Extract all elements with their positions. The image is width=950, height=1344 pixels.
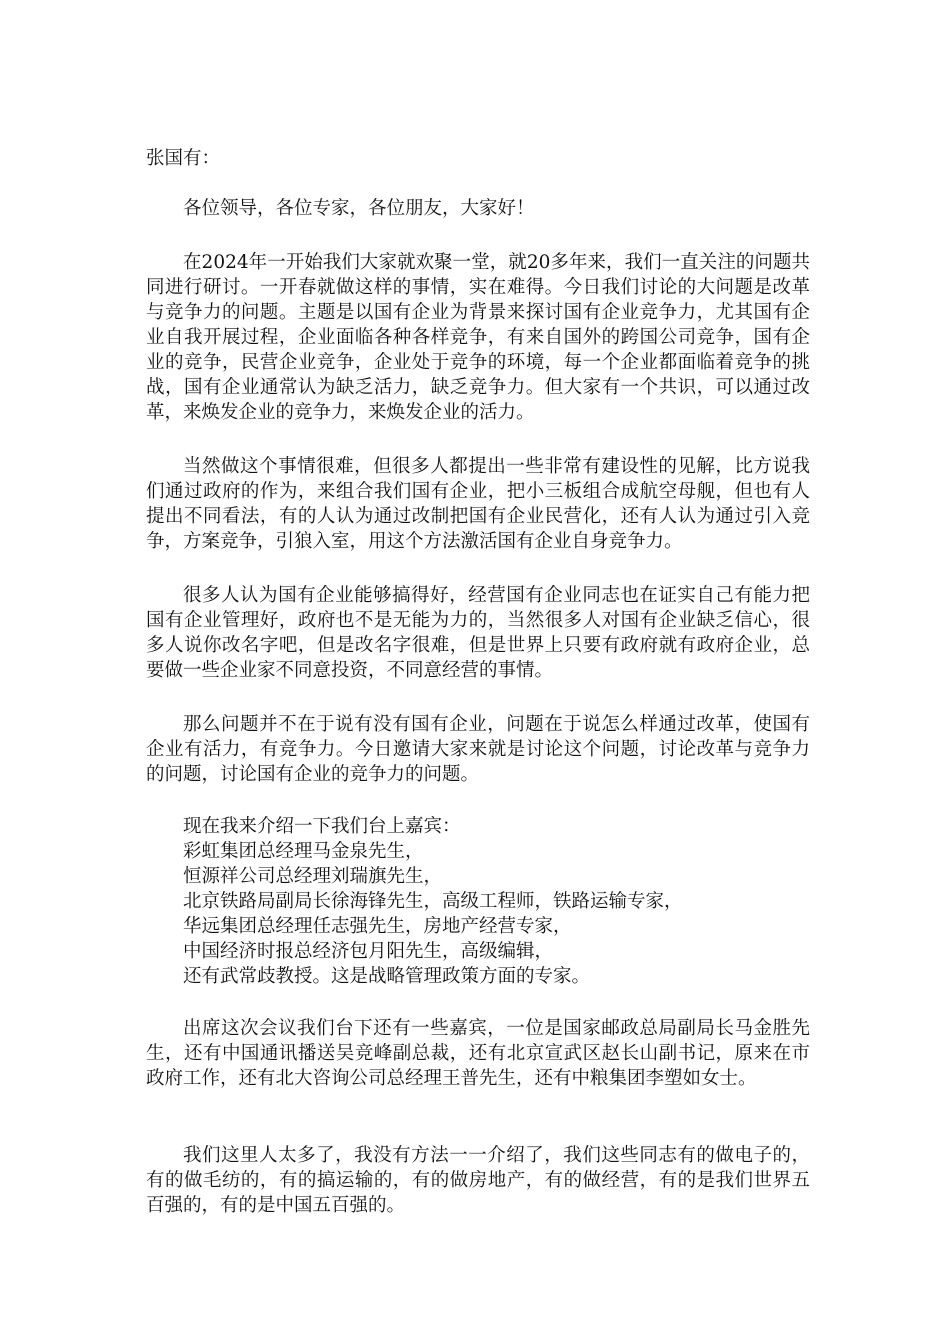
body-paragraph-confidence: 很多人认为国有企业能够搞得好，经营国有企业同志也在证实自己有能力把国有企业管理好，政府也不是无能为力的，当然很多人对国有企业缺乏信心，很多人说你改名字吧，但是改名字很难，但是世界上只要有政府就有政府企业，总要做一些企业家不同意投资，不同意经营的事情。 [146,585,810,681]
body-paragraph-intro: 在2024年一开始我们大家就欢聚一堂，就20多年来，我们一直关注的问题共同进行研讨。一开春就做这样的事情，实在难得。今日我们讨论的大问题是改革与竞争力的问题。主题是以国有企业为背景来探讨国有企业竞争力，尤其国有企业自我开展过程，企业面临各种各样竞争，有来自国外的跨国公司竞争，国有企业的竞争，民营企业竞争，企业处于竞争的环境，每一个企业都面临着竞争的挑战，国有企业通常认为缺乏活力，缺乏竞争力。但大家有一个共识，可以通过改革，来焕发企业的竞争力，来焕发企业的活力。 [146,252,810,423]
guest-list-item: 还有武常歧教授。这是战略管理政策方面的专家。 [183,966,591,987]
body-paragraph-question: 那么问题并不在于说有没有国有企业，问题在于说怎么样通过改革，使国有企业有活力，有竞争力。今日邀请大家来就是讨论这个问题，讨论改革与竞争力的问题，讨论国有企业的竞争力的问题。 [146,714,810,785]
guest-list-item: 北京铁路局副局长徐海锋先生，高级工程师，铁路运输专家， [183,891,683,912]
guest-list [146,814,810,989]
body-paragraph-views: 当然做这个事情很难，但很多人都提出一些非常有建设性的见解，比方说我们通过政府的作为，来组合我们国有企业，把小三板组合成航空母舰，但也有人提出不同看法，有的人认为通过改制把国有企业民营化，还有人认为通过引入竞争，方案竞争，引狼入室，用这个方法激活国有企业自身竞争力。 [146,456,810,552]
speaker-label: 张国有： [146,148,221,169]
guest-list-item: 彩虹集团总经理马金泉先生， [183,841,424,862]
guest-list-item: 华远集团总经理任志强先生，房地产经营专家， [183,916,572,937]
audience-guests-paragraph: 出席这次会议我们台下还有一些嘉宾，一位是国家邮政总局副局长马金胜先生，还有中国通讯播送吴竞峰副总裁，还有北京宣武区赵长山副书记，原来在市政府工作，还有北大咨询公司总经理王普先生，还有中粮集团李塑如女士。 [146,1018,810,1089]
guest-list-heading: 现在我来介绍一下我们台上嘉宾： [183,816,461,837]
closing-paragraph: 我们这里人太多了，我没有方法一一介绍了，我们这些同志有的做电子的，有的做毛纺的，有的搞运输的，有的做房地产，有的做经营，有的是我们世界五百强的，有的是中国五百强的。 [146,1145,810,1216]
document-body [146,146,810,1218]
greeting-paragraph: 各位领导，各位专家，各位朋友，大家好！ [183,198,535,219]
guest-list-item: 恒源祥公司总经理刘瑞旗先生， [183,866,443,887]
guest-list-item: 中国经济时报总经济包月阳先生，高级编辑， [183,941,554,962]
